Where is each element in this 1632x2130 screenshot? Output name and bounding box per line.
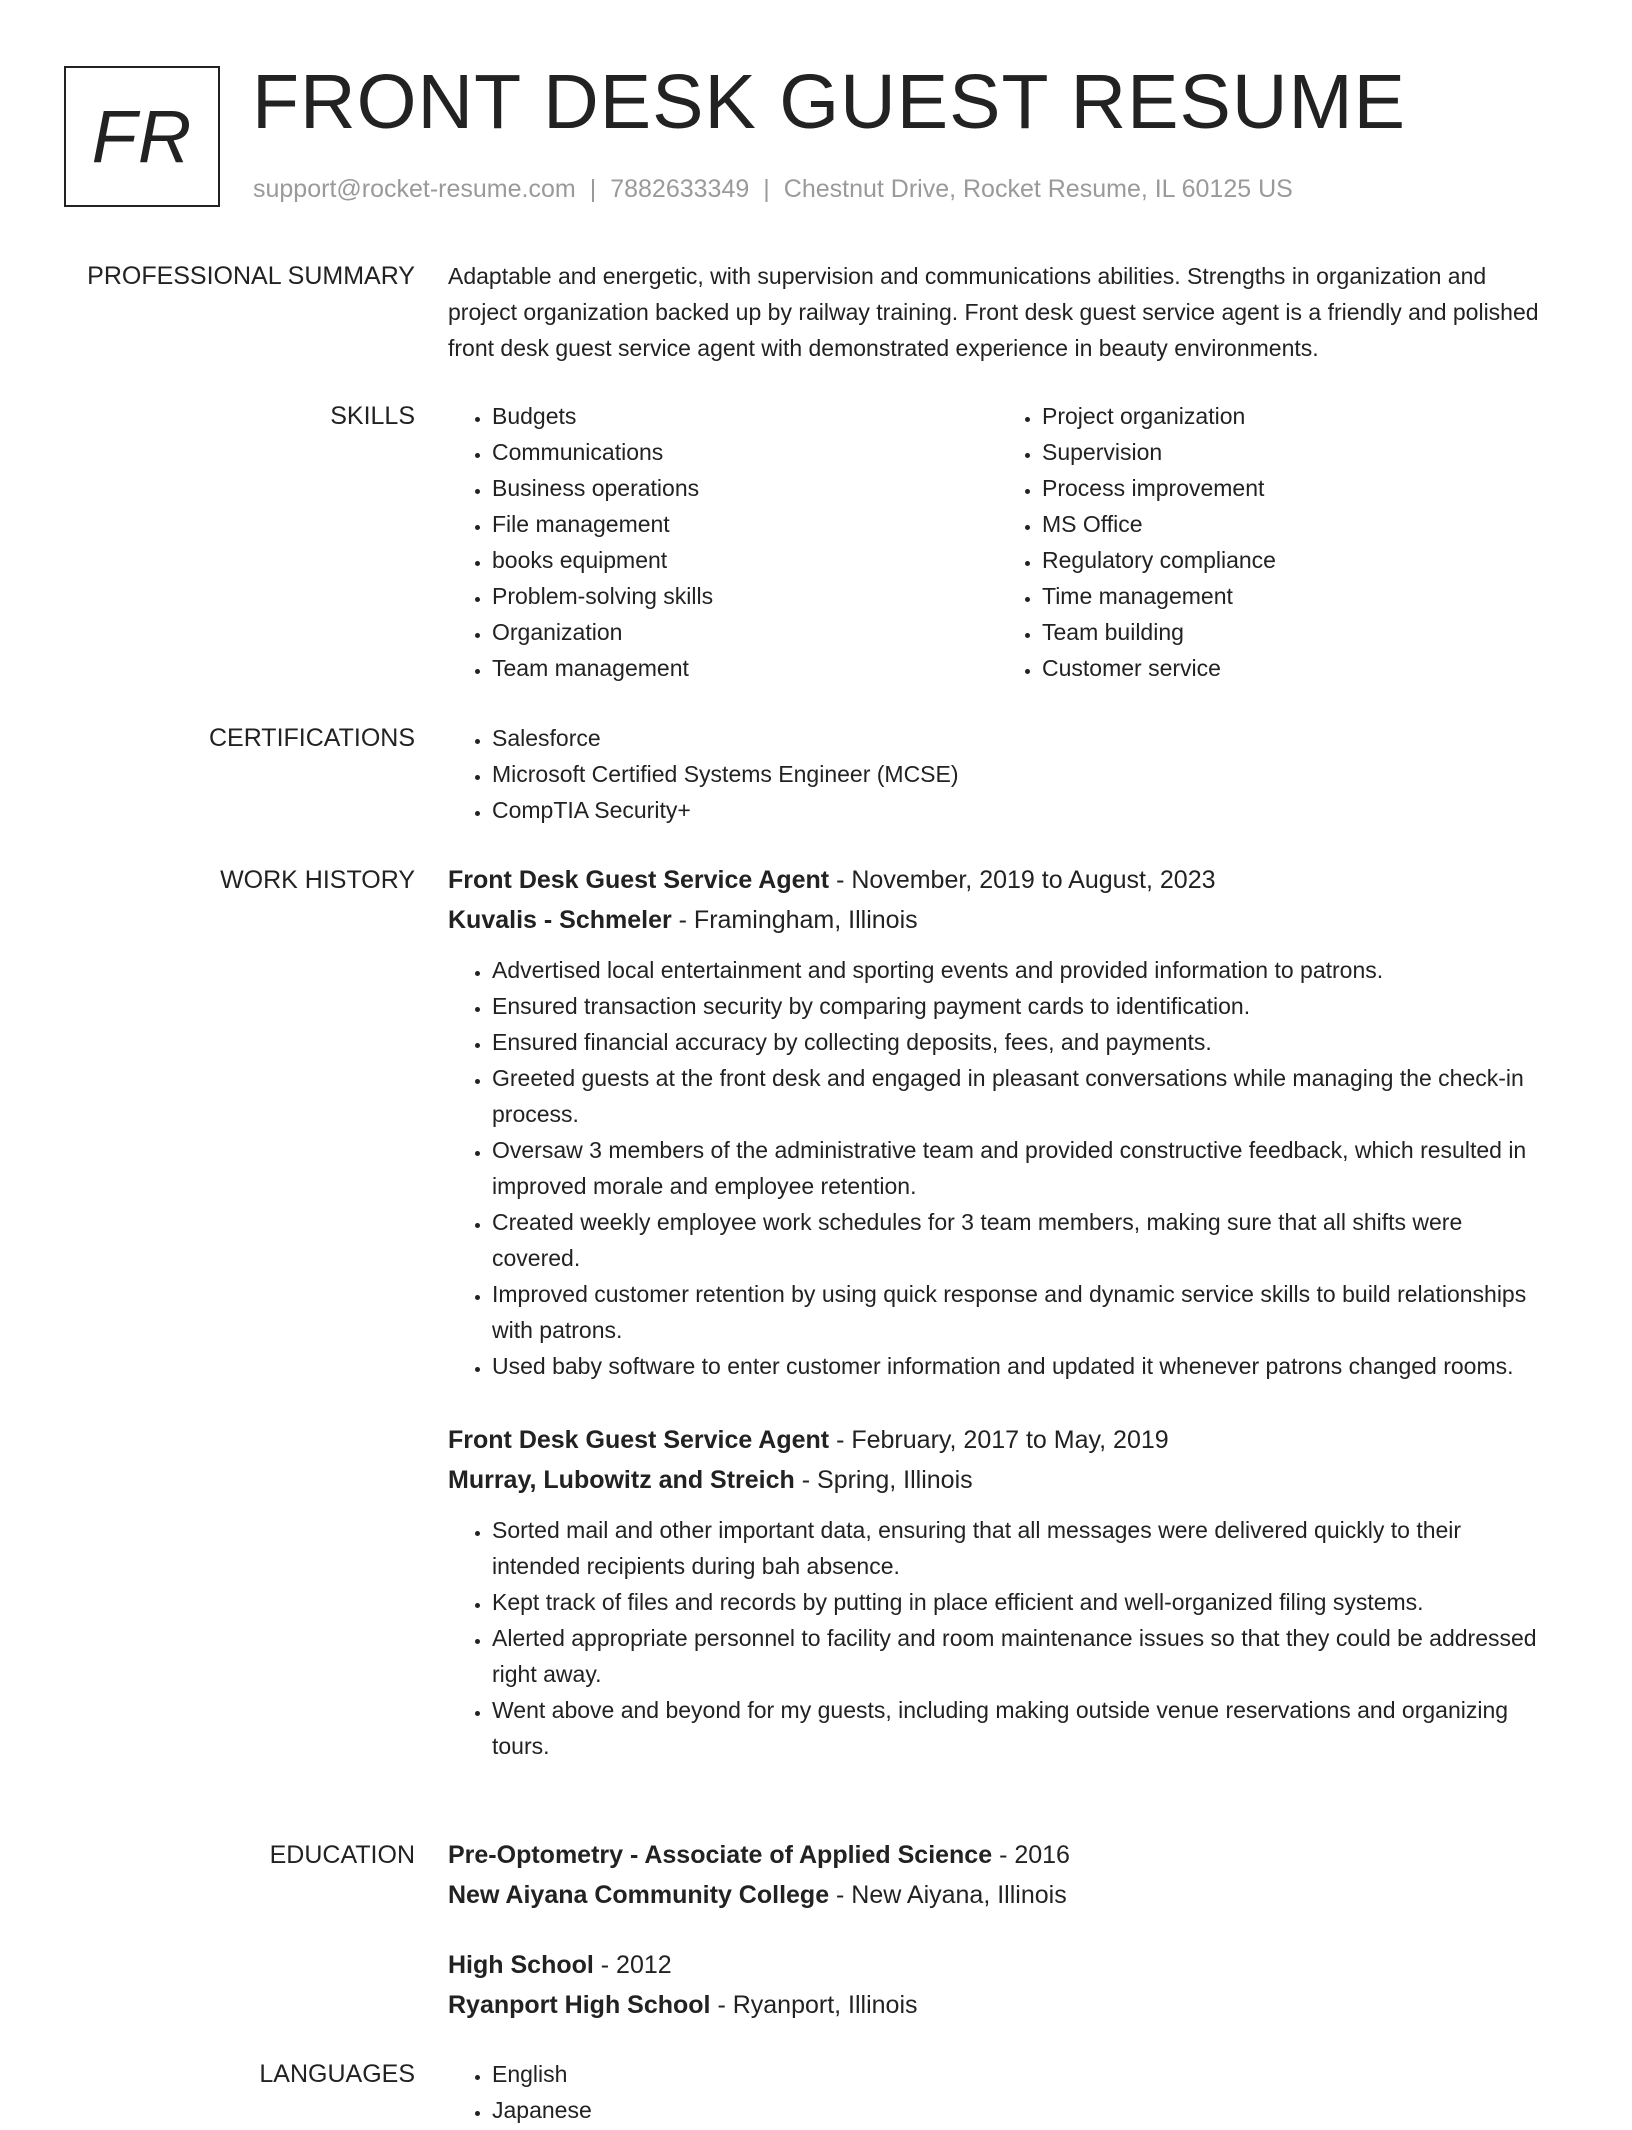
- job-company: Kuvalis - Schmeler: [448, 906, 672, 934]
- contact-phone: 7882633349: [610, 175, 750, 203]
- skill-item: • Regulatory compliance: [1042, 542, 1548, 578]
- job-title: Front Desk Guest Service Agent: [448, 866, 830, 894]
- job-bullet: • Went above and beyond for my guests, including making outside venue reservations and organizing tours.: [492, 1692, 1548, 1764]
- section-label-education: EDUCATION: [269, 1841, 415, 1869]
- education-degree-line: [448, 1835, 1548, 1875]
- skill-item: • books equipment: [492, 542, 998, 578]
- education-school: Ryanport High School: [448, 1991, 711, 2019]
- job-bullet: • Used baby software to enter customer information and updated it whenever patrons changed rooms.: [492, 1348, 1548, 1384]
- job-entry: [448, 1420, 1548, 1764]
- education-location: - New Aiyana, Illinois: [829, 1881, 1067, 1909]
- job-title-line: [448, 1420, 1548, 1460]
- skill-item: • Budgets: [492, 398, 998, 434]
- skill-item: • Organization: [492, 614, 998, 650]
- languages-list: [448, 2056, 1548, 2128]
- skill-item: • Communications: [492, 434, 998, 470]
- section-label-summary: PROFESSIONAL SUMMARY: [87, 262, 415, 290]
- summary-text: Adaptable and energetic, with supervision and communications abilities. Strengths in organization and project organization backed up by railway training. Front desk guest service agent is a friendly and polished front desk guest service agent with demonstrated experience in beauty environments.: [448, 263, 1539, 361]
- certifications-section: [448, 720, 1548, 828]
- skills-list-left: [448, 398, 998, 686]
- section-label-work-history: WORK HISTORY: [220, 866, 415, 894]
- skill-item: • MS Office: [1042, 506, 1548, 542]
- contact-line: [253, 174, 1293, 204]
- monogram-badge: FR: [64, 66, 220, 207]
- job-location: - Framingham, Illinois: [671, 906, 918, 934]
- certification-item: • Microsoft Certified Systems Engineer (MCSE): [492, 756, 1548, 792]
- section-label-certifications: CERTIFICATIONS: [208, 724, 415, 752]
- job-bullet-list: [448, 1512, 1548, 1764]
- skill-item: • Project organization: [1042, 398, 1548, 434]
- job-company: Murray, Lubowitz and Streich: [448, 1466, 795, 1494]
- job-bullet: • Created weekly employee work schedules for 3 team members, making sure that all shifts were covered.: [492, 1204, 1548, 1276]
- education-degree-line: [448, 1945, 1548, 1985]
- contact-separator: |: [763, 175, 770, 203]
- job-bullet-list: [448, 952, 1548, 1384]
- skill-item: • Team management: [492, 650, 998, 686]
- language-item: • Japanese: [492, 2092, 1548, 2128]
- job-bullet: • Oversaw 3 members of the administrative team and provided constructive feedback, which resulted in improved morale and employee retention.: [492, 1132, 1548, 1204]
- contact-separator: |: [589, 175, 597, 203]
- job-bullet: • Ensured transaction security by comparing payment cards to identification.: [492, 988, 1548, 1024]
- section-label-skills: SKILLS: [330, 402, 415, 430]
- skills-list-right: [998, 398, 1548, 686]
- work-history-section: [448, 860, 1548, 1764]
- education-year: - 2012: [593, 1951, 672, 1979]
- education-degree: High School: [448, 1951, 594, 1979]
- contact-email: support@rocket-resume.com: [253, 175, 576, 203]
- language-item: • English: [492, 2056, 1548, 2092]
- resume-title: FRONT DESK GUEST RESUME: [252, 59, 1406, 145]
- skill-item: • Time management: [1042, 578, 1548, 614]
- education-entry: [448, 1835, 1548, 1915]
- contact-address: Chestnut Drive, Rocket Resume, IL 60125 US: [783, 175, 1293, 203]
- skill-item: • Team building: [1042, 614, 1548, 650]
- certifications-list: [448, 720, 1548, 828]
- education-year: - 2016: [992, 1841, 1070, 1869]
- job-dates: - February, 2017 to May, 2019: [829, 1426, 1169, 1454]
- job-bullet: • Advertised local entertainment and sporting events and provided information to patrons.: [492, 952, 1548, 988]
- job-bullet: • Alerted appropriate personnel to facility and room maintenance issues so that they could be addressed right away.: [492, 1620, 1548, 1692]
- job-bullet: • Greeted guests at the front desk and engaged in pleasant conversations while managing the check-in process.: [492, 1060, 1548, 1132]
- job-bullet: • Sorted mail and other important data, ensuring that all messages were delivered quickly to their intended recipients during bah absence.: [492, 1512, 1548, 1584]
- education-school-line: [448, 1985, 1548, 2025]
- education-school-line: [448, 1875, 1548, 1915]
- education-entry: [448, 1945, 1548, 2025]
- skill-item: • Process improvement: [1042, 470, 1548, 506]
- job-bullet: • Kept track of files and records by putting in place efficient and well-organized filing systems.: [492, 1584, 1548, 1620]
- skills-section: [448, 398, 1548, 686]
- education-school: New Aiyana Community College: [448, 1881, 830, 1909]
- skill-item: • Business operations: [492, 470, 998, 506]
- job-company-line: [448, 900, 1548, 940]
- skill-item: • File management: [492, 506, 998, 542]
- section-label-languages: LANGUAGES: [259, 2060, 415, 2088]
- skill-item: • Supervision: [1042, 434, 1548, 470]
- education-section: [448, 1835, 1548, 2025]
- job-title-line: [448, 860, 1548, 900]
- job-bullet: • Ensured financial accuracy by collecting deposits, fees, and payments.: [492, 1024, 1548, 1060]
- job-dates: - November, 2019 to August, 2023: [829, 866, 1216, 894]
- job-entry: [448, 860, 1548, 1384]
- job-bullet: • Improved customer retention by using quick response and dynamic service skills to build relationships with patrons.: [492, 1276, 1548, 1348]
- skill-item: • Problem-solving skills: [492, 578, 998, 614]
- certification-item: • CompTIA Security+: [492, 792, 1548, 828]
- education-location: - Ryanport, Illinois: [710, 1991, 918, 2019]
- skill-item: • Customer service: [1042, 650, 1548, 686]
- job-title: Front Desk Guest Service Agent: [448, 1426, 830, 1454]
- job-company-line: [448, 1460, 1548, 1500]
- certification-item: • Salesforce: [492, 720, 1548, 756]
- job-location: - Spring, Illinois: [794, 1466, 973, 1494]
- education-degree: Pre-Optometry - Associate of Applied Science: [448, 1841, 993, 1869]
- languages-section: [448, 2056, 1548, 2128]
